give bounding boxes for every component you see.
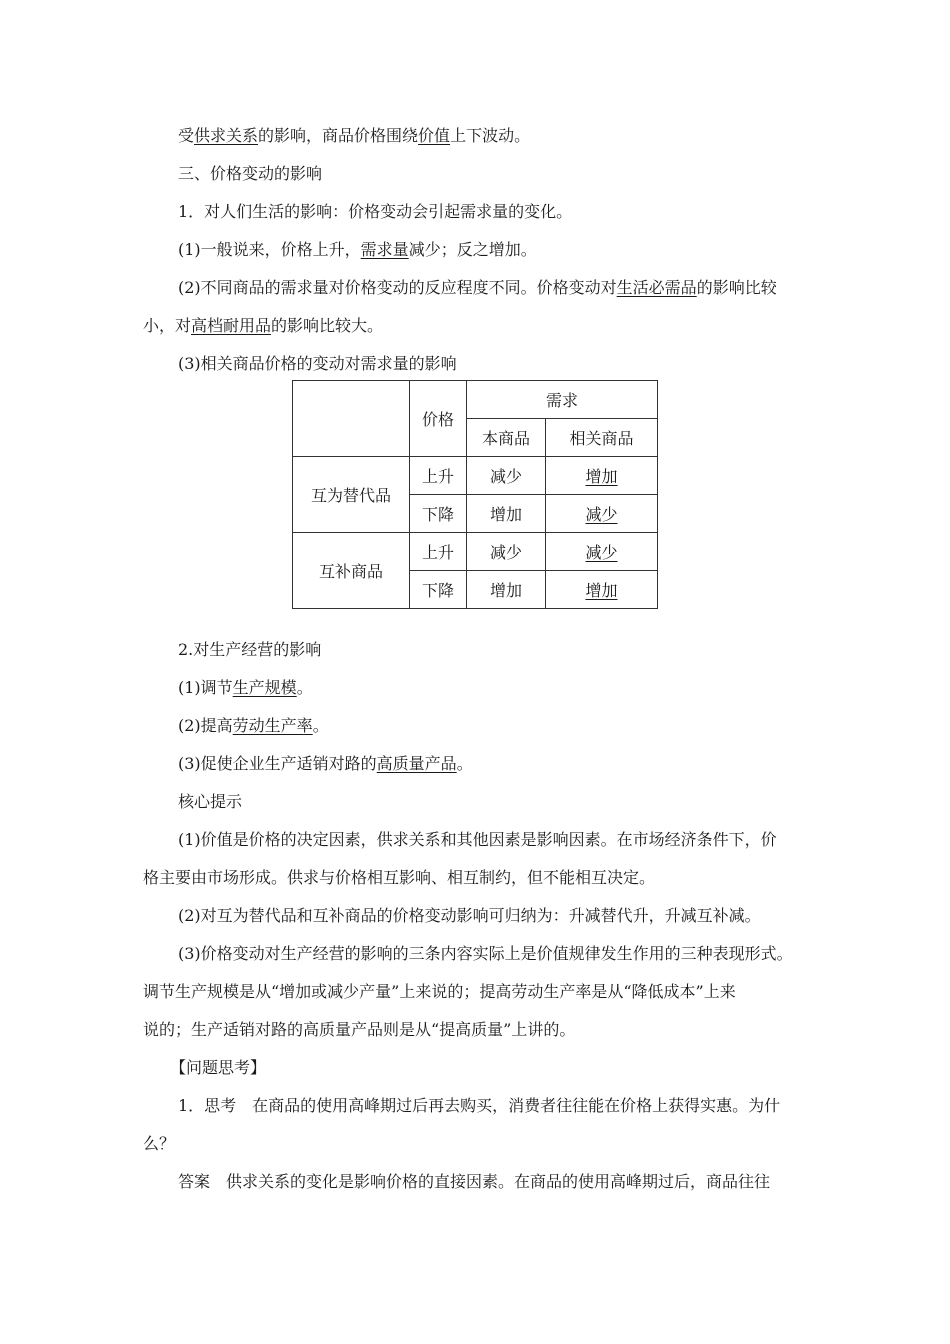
table-corner bbox=[293, 381, 410, 457]
core-tip-3: (3)价格变动对生产经营的影响的三条内容实际上是价值规律发生作用的三种表现形式。 bbox=[178, 944, 793, 963]
header-price: 价格 bbox=[410, 381, 467, 457]
table-row: 互为替代品 上升 减少 增加 bbox=[293, 457, 658, 495]
group-substitute: 互为替代品 bbox=[293, 457, 410, 533]
blank-answer: 生活必需品 bbox=[616, 278, 697, 297]
point-2-3: (3)促使企业生产适销对路的高质量产品。 bbox=[178, 754, 473, 773]
core-tip-3-cont2: 说的；生产适销对路的高质量产品则是从“提高质量”上讲的。 bbox=[143, 1020, 576, 1039]
blank-answer: 劳动生产率 bbox=[232, 716, 313, 735]
answer: 答案 供求关系的变化是影响价格的直接因素。在商品的使用高峰期过后，商品往往 bbox=[178, 1172, 771, 1191]
point-1: 1．对人们生活的影响：价格变动会引起需求量的变化。 bbox=[178, 202, 573, 221]
point-1-2: (2)不同商品的需求量对价格变动的反应程度不同。价格变动对生活必需品的影响比较 bbox=[178, 278, 777, 297]
header-related: 相关商品 bbox=[546, 419, 658, 457]
core-tip-1-cont: 格主要由市场形成。供求与价格相互影响、相互制约，但不能相互决定。 bbox=[143, 868, 656, 887]
blank-answer: 生产规模 bbox=[232, 678, 297, 697]
blank-answer: 价值 bbox=[418, 126, 451, 145]
point-2-2: (2)提高劳动生产率。 bbox=[178, 716, 329, 735]
point-1-1: (1)一般说来，价格上升，需求量减少；反之增加。 bbox=[178, 240, 537, 259]
section-heading: 三、价格变动的影响 bbox=[178, 164, 323, 183]
point-2-1: (1)调节生产规模。 bbox=[178, 678, 313, 697]
question-1: 1．思考 在商品的使用高峰期过后再去购买，消费者往往能在价格上获得实惠。为什 bbox=[178, 1096, 781, 1115]
question-heading: 【问题思考】 bbox=[170, 1058, 267, 1077]
point-1-2-cont: 小，对高档耐用品的影响比较大。 bbox=[143, 316, 384, 335]
point-2: 2.对生产经营的影响 bbox=[178, 640, 322, 659]
blank-answer: 需求量 bbox=[360, 240, 409, 259]
core-tip-heading: 核心提示 bbox=[178, 792, 243, 811]
point-1-3: (3)相关商品价格的变动对需求量的影响 bbox=[178, 354, 457, 373]
table-row: 互补商品 上升 减少 减少 bbox=[293, 533, 658, 571]
header-own: 本商品 bbox=[467, 419, 546, 457]
group-complement: 互补商品 bbox=[293, 533, 410, 609]
table-row: 下降 增加 增加 bbox=[293, 571, 658, 609]
paragraph-supply-demand: 受供求关系的影响，商品价格围绕价值上下波动。 bbox=[178, 126, 531, 145]
question-1-cont: 么？ bbox=[143, 1134, 176, 1153]
core-tip-2: (2)对互为替代品和互补商品的价格变动影响可归纳为：升减替代升，升减互补减。 bbox=[178, 906, 761, 925]
table-row: 下降 增加 减少 bbox=[293, 495, 658, 533]
price-demand-table bbox=[292, 380, 658, 609]
header-demand: 需求 bbox=[467, 381, 658, 419]
core-tip-3-cont: 调节生产规模是从“增加或减少产量”上来说的；提高劳动生产率是从“降低成本”上来 bbox=[143, 982, 736, 1001]
blank-answer: 高质量产品 bbox=[376, 754, 457, 773]
blank-answer: 供求关系 bbox=[194, 126, 259, 145]
blank-answer: 高档耐用品 bbox=[191, 316, 272, 335]
core-tip-1: (1)价值是价格的决定因素，供求关系和其他因素是影响因素。在市场经济条件下，价 bbox=[178, 830, 777, 849]
